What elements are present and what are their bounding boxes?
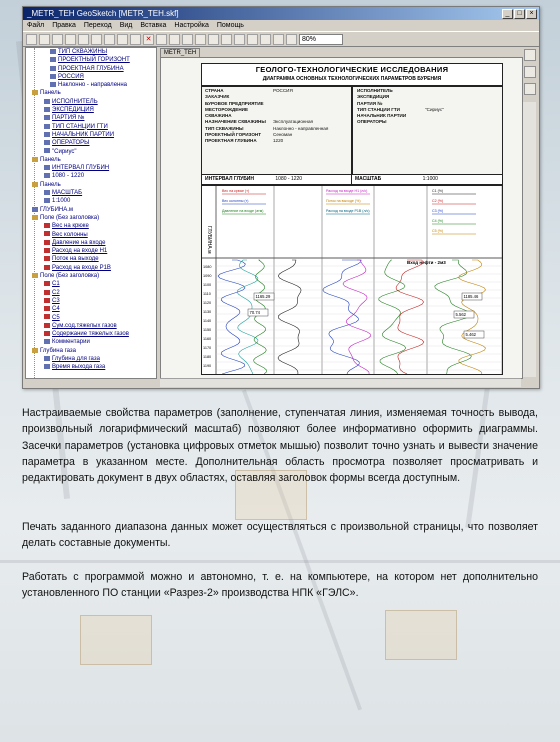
tree-node[interactable] [26,305,156,313]
log-curve [396,260,424,374]
interval-bar [201,174,353,185]
node-icon [44,198,50,203]
info-value: РОССИЯ [273,88,293,93]
menu-goto[interactable]: Переход [83,22,112,29]
menu-bar [23,20,539,31]
redo-icon[interactable] [91,34,102,45]
grid-icon[interactable] [182,34,193,45]
tree-node-label: ОПЕРАТОРЫ [52,140,90,147]
tree-node-label: Расход на входе Р1В [52,264,111,271]
depth-label: 1150 [203,328,212,332]
info-key: ЭКСПЕДИЦИЯ [357,94,390,100]
info-left [205,88,343,145]
tree-node[interactable] [26,139,156,147]
split-view-icon[interactable] [524,83,536,95]
document-title: ГЕОЛОГО-ТЕХНОЛОГИЧЕСКИЕ ИССЛЕДОВАНИЯ [255,65,449,74]
menu-edit[interactable]: Правка [52,22,76,29]
node-icon [44,331,50,336]
tree-node-label: Сум.сод.тяжелых газов [52,322,117,329]
tree-node-label: ПРОЕКТНАЯ ГЛУБИНА [58,65,124,72]
info-value [425,119,495,125]
tree-node[interactable] [26,189,156,197]
node-icon [44,240,50,245]
info-key: НАЧАЛЬНИК ПАРТИИ [357,113,407,119]
value-box-label: 1165.29 [255,294,271,299]
document-tree[interactable] [25,47,157,379]
node-icon [44,173,50,178]
node-icon [50,74,56,79]
tree-node-label: ИСПОЛНИТЕЛЬ [52,98,98,105]
vertical-scrollbar[interactable] [523,102,536,377]
tree-node[interactable] [26,81,156,89]
depth-label: 1170 [203,346,212,350]
zoom-out-icon[interactable] [286,34,297,45]
track-label: Вес колонны (т) [222,199,249,203]
node-icon [44,281,50,286]
track-label: С4 (%) [432,219,444,223]
document-subtitle: ДИАГРАММА ОСНОВНЫХ ТЕХНОЛОГИЧЕСКИХ ПАРАМЕТРОВ БУРЕНИЯ [262,76,442,82]
info-key: БУРОВОЕ ПРЕДПРИЯТИЕ [205,100,264,106]
toolbar [23,31,539,47]
info-key: ИСПОЛНИТЕЛЬ [357,88,393,93]
well-log-chart [201,185,503,375]
tree-node[interactable] [26,156,156,164]
tree-node-label: 1:1000 [52,198,71,205]
track-label: С5 (%) [432,229,444,233]
tree-node-label: Панель [40,156,61,163]
tree-node[interactable] [26,231,156,239]
node-icon [44,256,50,261]
node-icon [44,140,50,145]
info-key: СТРАНА [205,88,224,93]
tree-node-label: Давление на входе [52,239,106,246]
tree-node[interactable] [26,56,156,64]
horizontal-scrollbar[interactable] [160,378,521,387]
tree-node-label: Наклонно - направленна [58,82,127,89]
info-key: ПАРТИЯ № [357,100,383,106]
tree-node-label: Расход на входе Н1 [52,248,108,255]
tree-node-label: Глубина для газа [52,355,100,362]
minimize-button[interactable]: _ [502,9,513,19]
value-box-label: 5.462 [465,332,476,337]
tree-node[interactable] [26,181,156,189]
tree-node[interactable] [26,222,156,230]
info-value: "Сириус" [425,106,444,112]
track-label: С2 (%) [432,199,444,203]
node-icon [44,356,50,361]
tree-node[interactable] [26,123,156,131]
document-header [201,63,503,86]
table-icon[interactable] [169,34,180,45]
tree-node[interactable] [26,247,156,255]
text-icon[interactable] [234,34,245,45]
tree-node-label: "Сириус" [52,148,77,155]
depth-label: 1190 [203,364,212,368]
tree-node-label: Вес на крюке [52,223,89,230]
tree-node-label: ПАРТИЯ № [52,115,85,122]
node-icon [50,82,56,87]
tree-node[interactable] [26,272,156,280]
info-key: ОПЕРАТОРЫ [357,119,387,125]
info-key: ТИП СТАНЦИИ ГТИ [357,106,400,112]
folder-icon [32,157,38,162]
info-key: НАЗНАЧЕНИЕ СКВАЖИНЫ [205,119,266,125]
node-icon [50,57,56,62]
folder-icon [32,215,38,220]
tree-node-label: С5 [52,314,60,321]
node-icon [44,306,50,311]
depth-label: 1080 [203,265,212,269]
node-icon [44,190,50,195]
node-icon [44,165,50,170]
tree-node[interactable] [26,264,156,272]
window-title: _METR_TEH GeoSketch [METR_TEH.skf] [27,9,179,18]
app-window [22,6,540,389]
node-icon [44,107,50,112]
layer-icon[interactable] [195,34,206,45]
paste-icon[interactable] [130,34,141,45]
node-icon [44,290,50,295]
node-icon [44,132,50,137]
tree-node[interactable] [26,347,156,355]
tree-node-label: ГЛУБИНА.м [40,206,74,213]
tree-node-label: ЭКСПЕДИЦИЯ [52,107,94,114]
cut-icon[interactable] [104,34,115,45]
tree-node-label: С1 [52,281,60,288]
menu-view[interactable]: Вид [119,22,133,29]
tree-node-label: Время выхода газа [52,364,106,371]
tree-node[interactable] [26,297,156,305]
tree-node[interactable] [26,172,156,180]
interval-value: 1080 - 1220 [275,176,303,182]
right-toolbar [524,49,536,100]
node-icon [44,339,50,344]
tree-node-label: Глубина газа [40,347,76,354]
tree-node-label: ТИП СКВАЖИНЫ [58,49,108,55]
folder-icon [32,90,38,95]
node-icon [44,248,50,253]
tree-node[interactable] [26,289,156,297]
tree-node-label: Вес колонны [52,231,88,238]
info-value: Эксплуатационная [273,119,314,125]
new-file-icon[interactable] [26,34,37,45]
node-icon [32,207,38,212]
track-label: Поток на выходе (%) [326,199,361,203]
tree-node[interactable] [26,106,156,114]
tree-node-label: 1080 - 1220 [52,173,85,180]
node-icon [44,115,50,120]
log-curve [254,260,267,374]
image-icon[interactable] [247,34,258,45]
tree-node[interactable] [26,280,156,288]
info-key: ПРОЕКТНЫЙ ГОРИЗОНТ [205,132,262,138]
info-value: Сеноман [273,132,293,138]
log-curve [218,260,245,374]
value-box-label: 70.74 [249,310,260,315]
tree-node[interactable] [26,355,156,363]
tree-node-label: Содержание тяжелых газов [52,331,129,338]
tree-node[interactable] [26,114,156,122]
node-icon [44,314,50,319]
tree-node[interactable] [26,131,156,139]
track-label: С3 (%) [432,209,444,213]
info-right [357,88,495,126]
chart-note: Вход нефти - 2м3 [407,260,446,265]
menu-help[interactable]: Помощь [216,22,244,29]
scale-bar [351,174,503,185]
value-box-label: 1185.46 [463,294,479,299]
track-icon[interactable] [208,34,219,45]
undo-icon[interactable] [78,34,89,45]
menu-insert[interactable]: Вставка [140,22,167,29]
tree-node-label: С2 [52,289,60,296]
copy-icon[interactable] [117,34,128,45]
tab-document[interactable]: METR_TEH [160,48,200,58]
tree-node-label: МАСШТАБ [52,190,83,197]
node-icon [44,231,50,236]
scale-label: МАСШТАБ [355,176,382,182]
info-key: ТИП СКВАЖИНЫ [205,125,244,131]
info-key: СКВАЖИНА [205,113,232,119]
info-row [357,119,495,125]
node-icon [44,298,50,303]
depth-label: 1140 [203,319,212,323]
node-icon [44,124,50,129]
maximize-button[interactable]: □ [514,9,525,19]
depth-label: 1130 [203,310,212,314]
tree-node[interactable] [26,239,156,247]
info-key: ПРОЕКТНАЯ ГЛУБИНА [205,138,257,144]
tree-node-label: НАЧАЛЬНИК ПАРТИИ [52,131,115,138]
zoom-select[interactable]: 80% [299,34,343,45]
tree-node[interactable] [26,338,156,346]
interval-label: ИНТЕРВАЛ ГЛУБИН [205,176,254,182]
tree-node[interactable] [26,322,156,330]
tree-node-label: ПРОЕКТНЫЙ ГОРИЗОНТ [58,57,130,64]
pointer-icon[interactable] [524,49,536,61]
document-view [160,57,523,379]
node-icon [44,99,50,104]
zoom-in-icon[interactable] [273,34,284,45]
tree-node[interactable] [26,73,156,81]
tree-node-label: ТИП СТАНЦИИ ГТИ [52,123,108,130]
depth-label: 1180 [203,355,212,359]
tree-node[interactable] [26,98,156,106]
node-icon [50,66,56,71]
tree-node-label: ИНТЕРВАЛ ГЛУБИН [52,165,110,172]
tree-node[interactable] [26,255,156,263]
paragraph-2: Печать заданного диапазона данных может осуществляться с произвольной страницы, что позволяет делать составные документы. [22,521,538,550]
tree-node[interactable] [26,206,156,214]
folder-icon [32,273,38,278]
depth-label: 1120 [203,301,212,305]
tree-node-label: Поле (Без заголовка) [40,273,100,280]
tree-node[interactable] [26,89,156,97]
tree-node-label: Комментарии [52,339,90,346]
tree-node-label: Панель [40,181,61,188]
field-icon[interactable] [221,34,232,45]
node-icon [44,265,50,270]
depth-label: 1160 [203,337,212,341]
scale-value: 1:1000 [422,176,438,182]
menu-file[interactable]: Файл [27,22,45,29]
tree-node[interactable] [26,65,156,73]
menu-settings[interactable]: Настройка [174,22,209,29]
delete-icon[interactable]: ✕ [143,34,154,45]
tree-node[interactable] [26,197,156,205]
save-icon[interactable] [52,34,63,45]
open-folder-icon[interactable] [39,34,50,45]
node-icon [44,364,50,369]
print-icon[interactable] [65,34,76,45]
tree-node[interactable] [26,48,156,56]
info-key: ЗАКАЗЧИК [205,94,230,100]
log-curve [237,260,258,374]
tree-node[interactable] [26,314,156,322]
tree-node-label: РОССИЯ [58,73,84,80]
folder-icon [32,348,38,353]
track-label: Вес на крюке (т) [222,189,250,193]
paragraph-3: Работать с программой можно и автономно, т. е. на компьютере, на котором нет дополнительно установленного ПО станции «Разрез-2» производства НПК «ГЭЛС». [22,571,538,600]
window-titlebar [23,7,539,20]
tree-node[interactable] [26,214,156,222]
info-value: 1220 [273,138,284,144]
tree-node[interactable] [26,363,156,371]
info-value: Наклонно - направленная [273,125,329,131]
tree-node[interactable] [26,330,156,338]
tree-node[interactable] [26,148,156,156]
properties-icon[interactable] [260,34,271,45]
page-icon[interactable] [524,66,536,78]
track-label: Давление на входе (атм) [222,209,264,213]
chart-icon[interactable] [156,34,167,45]
node-icon [50,49,56,54]
tree-node-label: Панель [40,90,61,97]
track-label: Расход на входе Н1 (л/с) [326,189,368,193]
depth-label: 1110 [203,292,211,296]
log-curve [278,260,301,374]
value-box-label: 5.562 [455,312,466,317]
tree-node-label: Поток на выходе [52,256,99,263]
node-icon [44,323,50,328]
tree-node-label: С4 [52,306,60,313]
node-icon [44,223,50,228]
depth-column-label: ГЛУБИНА.м [206,226,212,254]
info-key: МЕСТОРОЖДЕНИЕ [205,106,249,112]
tree-node[interactable] [26,164,156,172]
close-button[interactable]: × [526,9,537,19]
node-icon [44,148,50,153]
tree-node-label: С3 [52,297,60,304]
depth-label: 1090 [203,274,212,278]
info-row [205,138,343,144]
folder-icon [32,182,38,187]
tree-node-label: Поле (Без заголовка) [40,214,100,221]
depth-label: 1100 [203,283,212,287]
paragraph-1: Настраиваемые свойства параметров (заполнение, ступенчатая линия, изменяемая точность вывода, произвольный логарифмический масштаб) позволяют более информативно оформить диаграммы. Засечки параметров (установка цифровых отметок мышью) позволит точно узнать и вывести значение параметра в указанном месте. Дополнительная область просмотра позволяет просматривать и редактировать документ в двух областях, оставляя заголовок формы всегда доступным. [22,407,538,485]
track-label: Расход на входе Р1В (л/с) [326,209,370,213]
track-label: С1 (%) [432,189,444,193]
